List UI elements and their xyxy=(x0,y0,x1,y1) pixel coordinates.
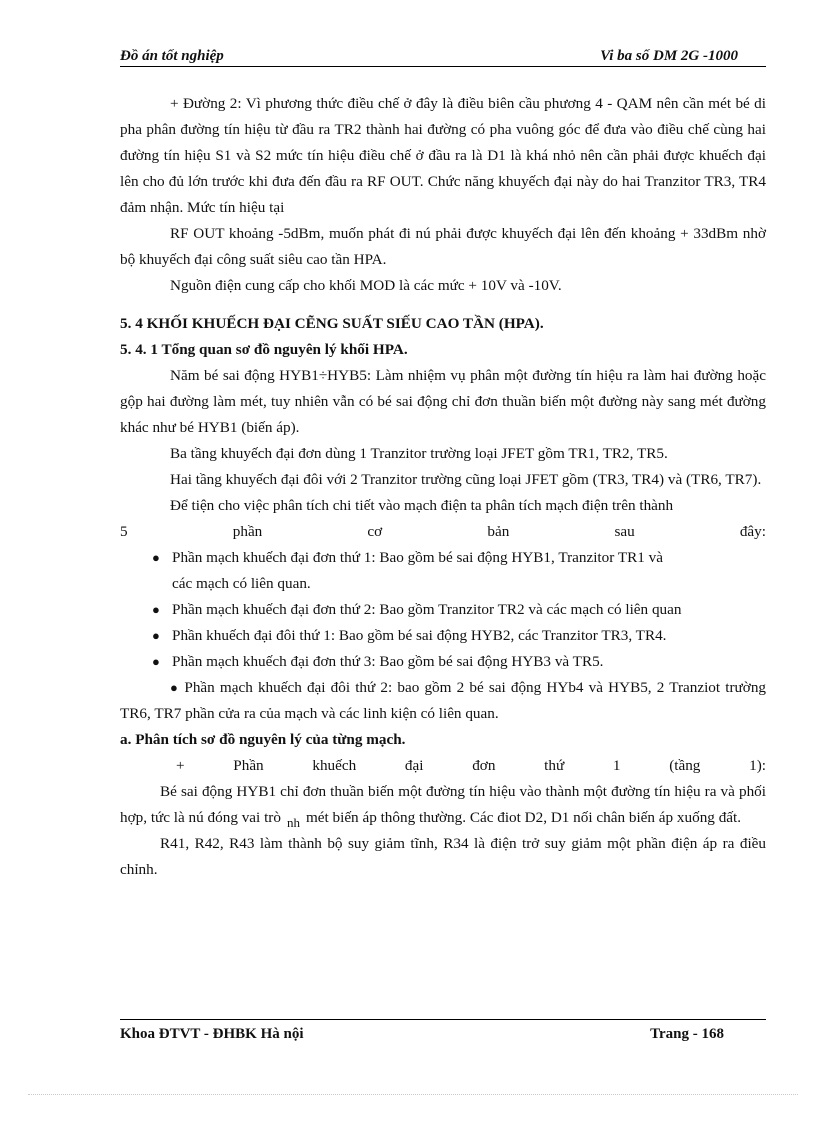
paragraph-4: Năm bé sai động HYB1÷HYB5: Làm nhiệm vụ phân một đường tín hiệu ra làm hai đường hoặc gộp hai đường làm mét, tuy nhiên vẫn có bé sai động chỉ đơn thuần biến một đường này sang mét đường khác như bé HYB1 (biến áp). xyxy=(120,367,766,436)
subsection-heading: 5. 4. 1 Tổng quan sơ đồ nguyên lý khối HPA. xyxy=(120,341,408,358)
analysis-heading: a. Phân tích sơ đồ nguyên lý của từng mạch. xyxy=(120,731,406,748)
bullet-icon: ● xyxy=(152,602,160,617)
paragraph-8: + Phần khuếch đại đơn thứ 1 (tầng 1): xyxy=(176,757,766,774)
footer-left: Khoa ĐTVT - ĐHBK Hà nội xyxy=(120,1026,304,1042)
section-heading: 5. 4 KHỐI KHUẾCH ĐẠI CẼNG SUẤT SIẾU CAO TẦN (HPA). xyxy=(120,315,544,332)
footer-page-number: Trang - 168 xyxy=(650,1026,724,1042)
paragraph-3: Nguồn điện cung cấp cho khối MOD là các mức + 10V và -10V. xyxy=(170,277,562,294)
list-item xyxy=(120,649,766,675)
page-footer xyxy=(120,1019,766,1042)
bullet-icon: ● xyxy=(170,680,180,695)
list-item xyxy=(120,597,766,623)
list-item-text: Phần mạch khuếch đại đơn thứ 2: Bao gồm Tranzitor TR2 và các mạch có liên quan xyxy=(172,601,682,618)
paragraph-7-continued: 5 phần cơ bản sau đây: xyxy=(120,523,766,540)
page-body xyxy=(120,91,766,883)
list-item-text: Phần khuếch đại đôi thứ 1: Bao gồm bé sai động HYB2, các Tranzitor TR3, TR4. xyxy=(172,627,667,644)
paragraph-9 xyxy=(120,779,766,831)
header-left: Đồ án tốt nghiệp xyxy=(120,48,224,64)
paragraph-2: RF OUT khoảng -5dBm, muốn phát đi nú phải được khuyếch đại lên đến khoảng + 33dBm nhờ bộ khuyếch đại công suất siêu cao tần HPA. xyxy=(120,225,766,268)
paragraph-5: Ba tầng khuyếch đại đơn dùng 1 Tranzitor trường loại JFET gồm TR1, TR2, TR5. xyxy=(170,445,668,462)
bullet-icon: ● xyxy=(152,550,160,565)
list-item-text: Phần mạch khuếch đại đơn thứ 1: Bao gồm bé sai động HYB1, Tranzitor TR1 và các mạch có liên quan. xyxy=(172,549,663,592)
paragraph-9-text: Bé sai động HYB1 chỉ đơn thuần biến một đường tín hiệu vào thành một đường tín hiệu ra và phối hợp, tức là nú đóng vai trò xyxy=(120,783,766,826)
paragraph-7: Để tiện cho việc phân tích chi tiết vào mạch điện ta phân tích mạch điện trên thành xyxy=(170,497,674,514)
page-header xyxy=(120,46,766,67)
bullet-icon: ● xyxy=(152,654,160,669)
list-item xyxy=(120,545,766,597)
paragraph-1: + Đường 2: Vì phương thức điều chế ở đây là điều biên cầu phương 4 - QAM nên cần mét bé di pha phân đường tín hiệu từ đầu ra TR2 thành hai đường có pha vuông góc để đưa vào điều chế cùng hai đường tín hiệu S1 và S2 mức tín hiệu điều chế ở đầu ra là D1 là khá nhỏ nên cần phải được khuếch đại lên cho đủ lớn trước khi đưa đến đầu ra RF OUT. Chức năng khuyếch đại này do hai Tranzitor TR3, TR4 đảm nhận. Mức tín hiệu tại xyxy=(120,95,766,216)
bullet-icon: ● xyxy=(152,628,160,643)
paragraph-6: Hai tầng khuyếch đại đôi với 2 Tranzitor trường cũng loại JFET gồm (TR3, TR4) và (TR6, TR7). xyxy=(170,471,762,488)
paragraph-10: R41, R42, R43 làm thành bộ suy giảm tĩnh, R34 là điện trở suy giảm một phần điện áp ra điều chỉnh. xyxy=(120,835,766,878)
list-item xyxy=(120,675,766,727)
page-bottom-divider xyxy=(28,1094,798,1095)
subscript-text: nh xyxy=(286,815,300,830)
paragraph-9-text-end: mét biến áp thông thường. Các điot D2, D1 nối chân biến áp xuống đất. xyxy=(305,809,742,826)
list-item xyxy=(120,623,766,649)
header-right: Vi ba số DM 2G -1000 xyxy=(600,48,738,64)
list-item-text: Phần mạch khuếch đại đôi thứ 2: bao gồm 2 bé sai động HYb4 và HYB5, 2 Tranziot trường TR6, TR7 phần cửa ra của mạch và các linh kiện có liên quan. xyxy=(120,679,767,722)
list-item-text: Phần mạch khuếch đại đơn thứ 3: Bao gồm bé sai động HYB3 và TR5. xyxy=(172,653,604,670)
